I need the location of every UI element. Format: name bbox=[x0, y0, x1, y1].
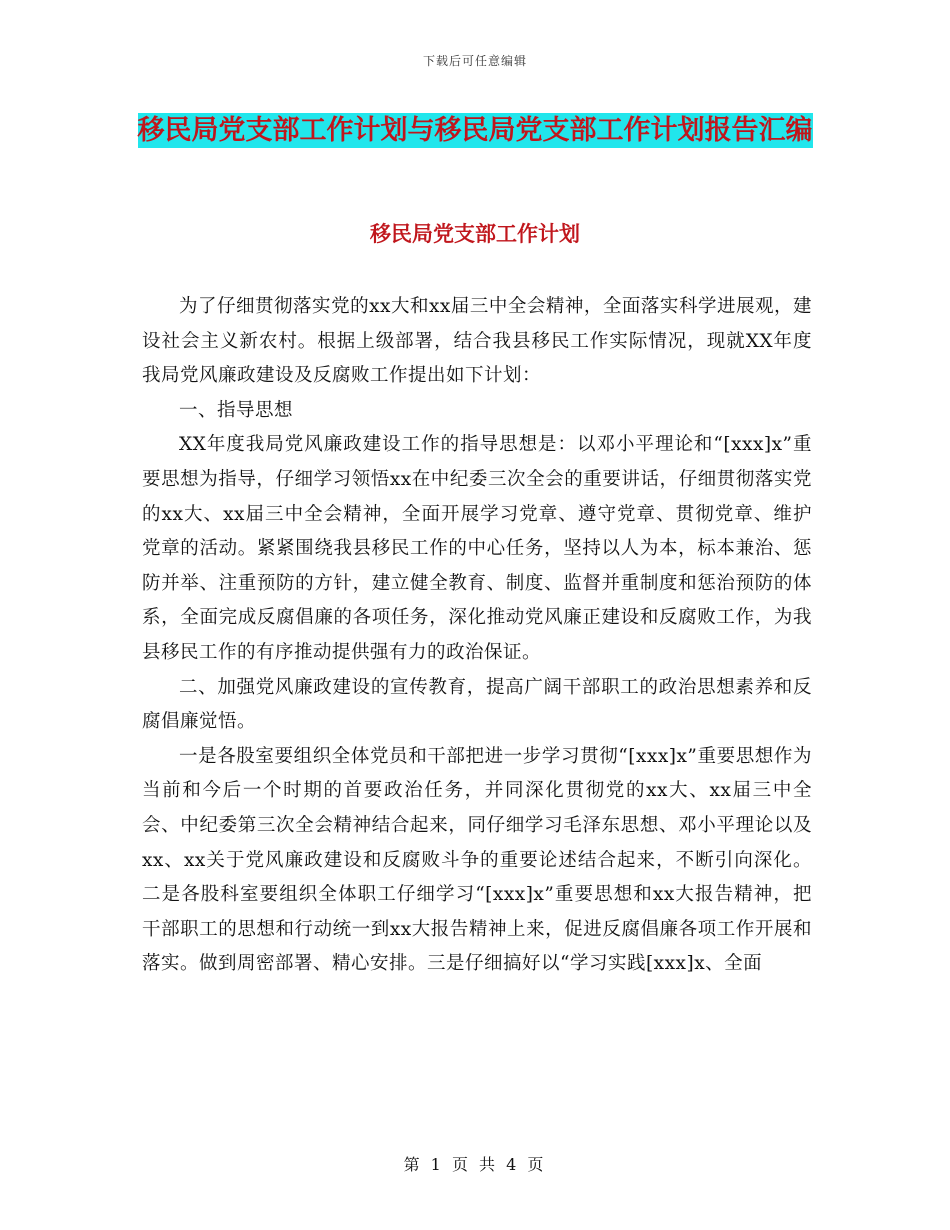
header-note: 下载后可任意编辑 bbox=[422, 54, 527, 68]
paragraph-intro: 为了仔细贯彻落实党的xx大和xx届三中全会精神，全面落实科学进展观，建设社会主义新农村。根据上级部署，结合我县移民工作实际情况，现就XX年度我局党风廉政建设及反腐败工作提出如下计划： bbox=[142, 296, 812, 387]
paragraph-guiding-thought: XX年度我局党风廉政建设工作的指导思想是：以邓小平理论和“[xxx]x”重要思想为指导，仔细学习领悟xx在中纪委三次全会的重要讲话，仔细贯彻落实党的xx大、xx届三中全会精神，全面开展学习党章、遵守党章、贯彻党章、维护党章的活动。紧紧围绕我县移民工作的中心任务，坚持以人为本，标本兼治、惩防并举、注重预防的方针，建立健全教育、制度、监督并重制度和惩治预防的体系，全面完成反腐倡廉的各项任务，深化推动党风廉正建设和反腐败工作，为我县移民工作的有序推动提供强有力的政治保证。 bbox=[142, 434, 812, 663]
document-title bbox=[120, 108, 830, 154]
section-title: 移民局党支部工作计划 bbox=[370, 222, 580, 246]
document-title-text: 移民局党支部工作计划与移民局党支部工作计划报告汇编 bbox=[137, 115, 813, 146]
paragraph-education: 一是各股室要组织全体党员和干部把进一步学习贯彻“[xxx]x”重要思想作为当前和今后一个时期的首要政治任务，并同深化贯彻党的xx大、xx届三中全会、中纪委第三次全会精神结合起来，同仔细学习毛泽东思想、邓小平理论以及xx、xx关于党风廉政建设和反腐败斗争的重要论述结合起来，不断引向深化。二是各股科室要组织全体职工仔细学习“[xxx]x”重要思想和xx大报告精神，把干部职工的思想和行动统一到xx大报告精神上来，促进反腐倡廉各项工作开展和落实。做到周密部署、精心安排。三是仔细搞好以“学习实践[xxx]x、全面 bbox=[142, 745, 812, 975]
document-body bbox=[142, 290, 812, 982]
paragraph-heading-guiding-thought: 一、指导思想 bbox=[179, 399, 294, 421]
page-indicator: 第 1 页 共 4 页 bbox=[403, 1155, 547, 1174]
paragraph-heading-education: 二、加强党风廉政建设的宣传教育，提高广阔干部职工的政治思想素养和反腐倡廉觉悟。 bbox=[142, 676, 812, 733]
